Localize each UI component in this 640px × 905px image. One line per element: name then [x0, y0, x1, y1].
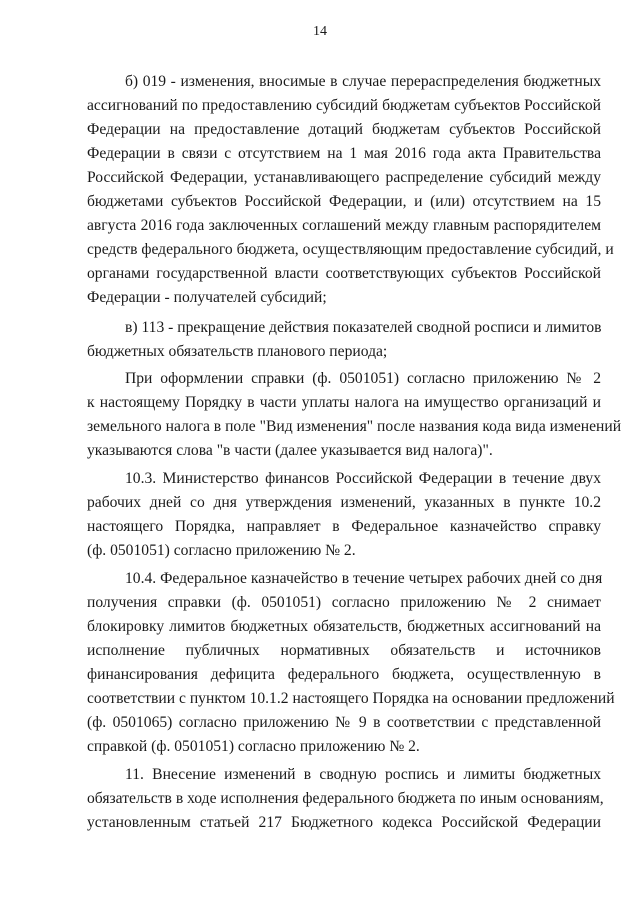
text-line: получения справки (ф. 0501051) согласно приложению № 2 снимает — [87, 594, 601, 611]
text-line: установленным статьей 217 Бюджетного кодекса Российской Федерации — [87, 814, 601, 831]
text-line: Российской Федерации, устанавливающего распределение субсидий между — [87, 169, 601, 186]
text-line: соответствии с пунктом 10.1.2 настоящего Порядка на основании предложений — [87, 690, 615, 707]
text-line: Федерации - получателей субсидий; — [87, 289, 327, 306]
text-line: При оформлении справки (ф. 0501051) согласно приложению № 2 — [125, 370, 601, 387]
text-line: 10.3. Министерство финансов Российской Федерации в течение двух — [125, 470, 601, 487]
text-line: б) 019 - изменения, вносимые в случае перераспределения бюджетных — [125, 73, 601, 90]
text-line: финансирования дефицита федерального бюджета, осуществленную в — [87, 666, 601, 683]
text-line: земельного налога в поле "Вид изменения" после названия кода вида изменений — [87, 418, 622, 435]
text-line: указываются слова "в части (далее указывается вид налога)". — [87, 442, 493, 459]
text-line: (ф. 0501065) согласно приложению № 9 в соответствии с представленной — [87, 714, 601, 731]
text-line: органами государственной власти соответствующих субъектов Российской — [87, 265, 601, 282]
page-number: 14 — [313, 24, 327, 39]
text-line: 10.4. Федеральное казначейство в течение четырех рабочих дней со дня — [125, 570, 603, 587]
text-line: обязательств в ходе исполнения федерального бюджета по иным основаниям, — [87, 790, 604, 807]
text-line: исполнение публичных нормативных обязательств и источников — [87, 642, 601, 659]
text-line: августа 2016 года заключенных соглашений между главным распорядителем — [87, 217, 601, 234]
text-line: настоящего Порядка, направляет в Федеральное казначейство справку — [87, 518, 601, 535]
text-line: Федерации в связи с отсутствием на 1 мая 2016 года акта Правительства — [87, 145, 601, 162]
text-line: бюджетных обязательств планового периода; — [87, 343, 388, 360]
text-line: ассигнований по предоставлению субсидий бюджетам субъектов Российской — [87, 97, 601, 114]
text-line: бюджетами субъектов Российской Федерации, и (или) отсутствием на 15 — [87, 193, 601, 210]
text-line: (ф. 0501051) согласно приложению № 2. — [87, 542, 356, 559]
text-line: к настоящему Порядку в части уплаты налога на имущество организаций и — [87, 394, 601, 411]
text-line: блокировку лимитов бюджетных обязательств, бюджетных ассигнований на — [87, 618, 601, 635]
text-line: Федерации на предоставление дотаций бюджетам субъектов Российской — [87, 121, 601, 138]
text-line: рабочих дней со дня утверждения изменений, указанных в пункте 10.2 — [87, 494, 601, 511]
text-line: 11. Внесение изменений в сводную роспись и лимиты бюджетных — [125, 766, 601, 783]
text-line: средств федерального бюджета, осуществляющим предоставление субсидий, и — [87, 241, 614, 258]
text-line: в) 113 - прекращение действия показателей сводной росписи и лимитов — [125, 319, 602, 336]
text-line: справкой (ф. 0501051) согласно приложению № 2. — [87, 738, 420, 755]
